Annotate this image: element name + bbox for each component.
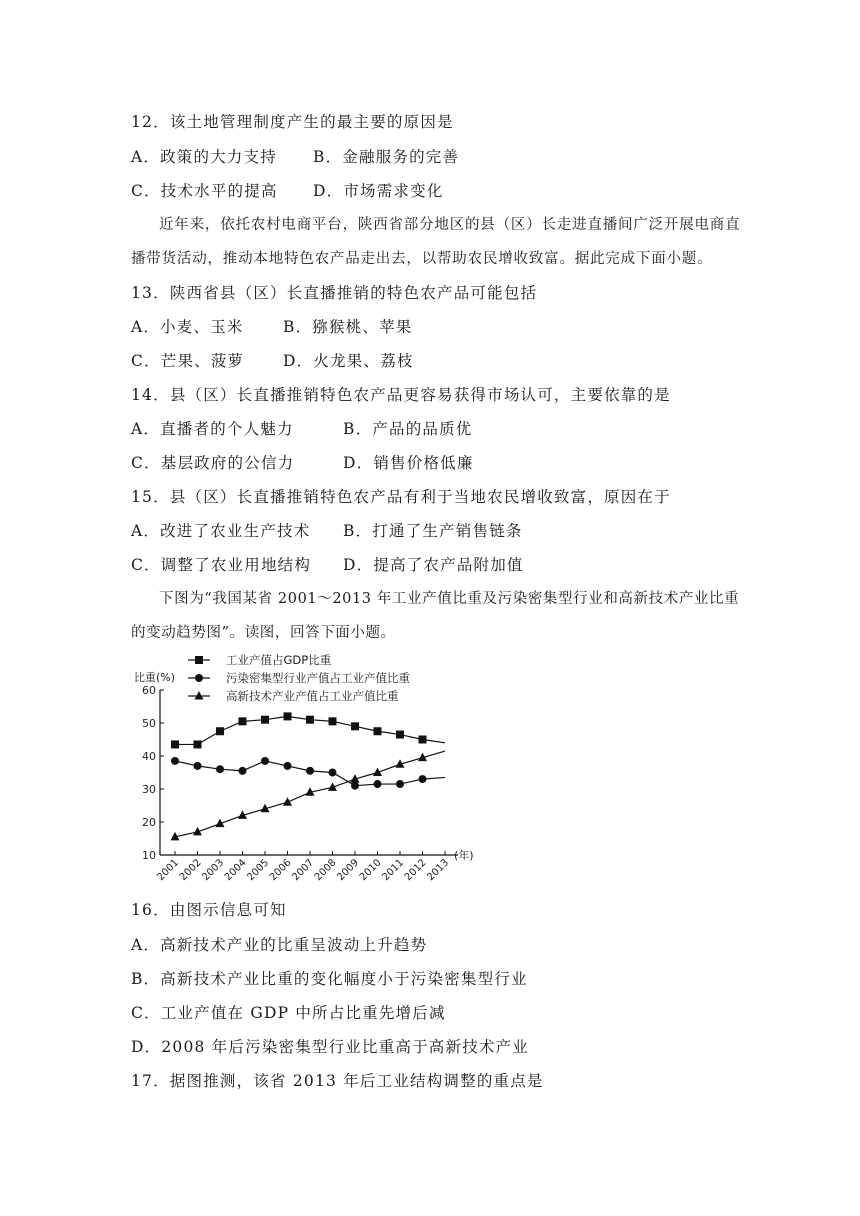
data-point-square xyxy=(216,727,224,735)
x-tick-label: 2013 xyxy=(425,857,452,884)
data-point-square xyxy=(419,736,427,744)
q13-option-b: B．猕猴桃、苹果 xyxy=(283,318,413,336)
passage1-line1: 近年来，依托农村电商平台，陕西省部分地区的县（区）长走进直播间广泛开展电商直 xyxy=(159,217,741,233)
data-point-circle xyxy=(239,767,247,775)
q15-option-d: D．提高了农产品附加值 xyxy=(343,556,524,574)
x-tick-label: 2002 xyxy=(177,857,204,884)
x-tick-label: 2003 xyxy=(200,857,227,884)
legend-marker-triangle xyxy=(195,691,204,700)
data-point-square xyxy=(239,717,247,725)
legend-label: 工业产值占GDP比重 xyxy=(226,653,332,667)
legend-marker-circle xyxy=(195,674,203,682)
data-point-square xyxy=(351,722,359,730)
data-point-circle xyxy=(374,780,382,788)
q12-option-b: B．金融服务的完善 xyxy=(313,148,460,166)
q12-option-d: D．市场需求变化 xyxy=(313,182,444,200)
x-axis-title: (年) xyxy=(454,849,474,862)
passage1-line2: 播带货活动，推动本地特色农产品走出去，以帮助农民增收致富。据此完成下面小题。 xyxy=(131,251,713,267)
data-point-circle xyxy=(306,767,314,775)
q14-stem: 14．县（区）长直播推销特色农产品更容易获得市场认可，主要依靠的是 xyxy=(131,386,671,404)
q13-option-d: D．火龙果、荔枝 xyxy=(283,352,414,370)
data-point-circle xyxy=(261,757,269,765)
y-tick-label: 50 xyxy=(142,717,156,730)
passage2-line1: 下图为“我国某省 2001～2013 年工业产值比重及污染密集型行业和高新技术产业比重 xyxy=(159,591,740,607)
data-point-circle xyxy=(351,782,359,790)
data-point-square xyxy=(171,740,179,748)
data-point-square xyxy=(284,712,292,720)
legend-label: 污染密集型行业产值占工业产值比重 xyxy=(226,671,410,685)
q14-option-c: C．基层政府的公信力 xyxy=(131,454,295,472)
passage2-line2: 的变动趋势图”。读图，回答下面小题。 xyxy=(131,625,396,641)
y-tick-label: 40 xyxy=(142,750,156,763)
data-point-square xyxy=(396,731,404,739)
x-tick-label: 2010 xyxy=(357,857,384,884)
q12-stem: 12．该土地管理制度产生的最主要的原因是 xyxy=(131,113,454,131)
x-tick-label: 2005 xyxy=(245,857,272,884)
q15-option-a: A．改进了农业生产技术 xyxy=(131,522,311,540)
y-tick-label: 30 xyxy=(142,783,156,796)
x-tick-label: 2009 xyxy=(335,857,362,884)
q15-option-c: C．调整了农业用地结构 xyxy=(131,556,312,574)
data-point-square xyxy=(261,716,269,724)
data-point-circle xyxy=(194,762,202,770)
q17-stem: 17．据图推测，该省 2013 年后工业结构调整的重点是 xyxy=(131,1072,544,1090)
q16-option-a: A．高新技术产业的比重呈波动上升趋势 xyxy=(131,936,428,954)
data-point-circle xyxy=(329,769,337,777)
x-tick-label: 2006 xyxy=(267,857,294,884)
data-point-circle xyxy=(171,757,179,765)
q15-option-b: B．打通了生产销售链条 xyxy=(343,522,523,540)
q16-option-b: B．高新技术产业比重的变化幅度小于污染密集型行业 xyxy=(131,970,528,988)
y-tick-label: 60 xyxy=(142,684,156,697)
trend-line-chart xyxy=(130,648,480,888)
x-tick-label: 2008 xyxy=(312,857,339,884)
q16-option-d: D．2008 年后污染密集型行业比重高于高新技术产业 xyxy=(131,1038,530,1056)
x-tick-label: 2001 xyxy=(155,857,182,884)
q12-option-a: A．政策的大力支持 xyxy=(131,148,277,166)
q16-option-c: C．工业产值在 GDP 中所占比重先增后减 xyxy=(131,1004,446,1022)
y-tick-label: 10 xyxy=(142,849,156,862)
q16-stem: 16．由图示信息可知 xyxy=(131,901,287,919)
x-tick-label: 2007 xyxy=(290,857,317,884)
data-point-square xyxy=(329,717,337,725)
x-tick-label: 2012 xyxy=(402,857,429,884)
data-point-circle xyxy=(216,765,224,773)
x-tick-label: 2004 xyxy=(222,857,249,884)
data-point-square xyxy=(194,740,202,748)
q12-option-c: C．技术水平的提高 xyxy=(131,182,278,200)
y-axis-title: 比重(%) xyxy=(134,671,176,684)
data-point-circle xyxy=(284,762,292,770)
q14-option-a: A．直播者的个人魅力 xyxy=(131,420,294,438)
q14-option-d: D．销售价格低廉 xyxy=(343,454,474,472)
q13-option-a: A．小麦、玉米 xyxy=(131,318,244,336)
x-tick-label: 2011 xyxy=(380,857,407,884)
q15-stem: 15．县（区）长直播推销特色农产品有利于当地农民增收致富，原因在于 xyxy=(131,488,671,506)
y-tick-label: 20 xyxy=(142,816,156,829)
q13-option-c: C．芒果、菠萝 xyxy=(131,352,245,370)
q14-option-b: B．产品的品质优 xyxy=(343,420,473,438)
data-point-circle xyxy=(396,780,404,788)
data-point-square xyxy=(374,727,382,735)
q13-stem: 13．陕西省县（区）长直播推销的特色农产品可能包括 xyxy=(131,284,538,302)
legend-label: 高新技术产业产值占工业产值比重 xyxy=(226,689,399,703)
legend-marker-square xyxy=(195,656,203,664)
data-point-circle xyxy=(419,775,427,783)
data-point-square xyxy=(306,716,314,724)
